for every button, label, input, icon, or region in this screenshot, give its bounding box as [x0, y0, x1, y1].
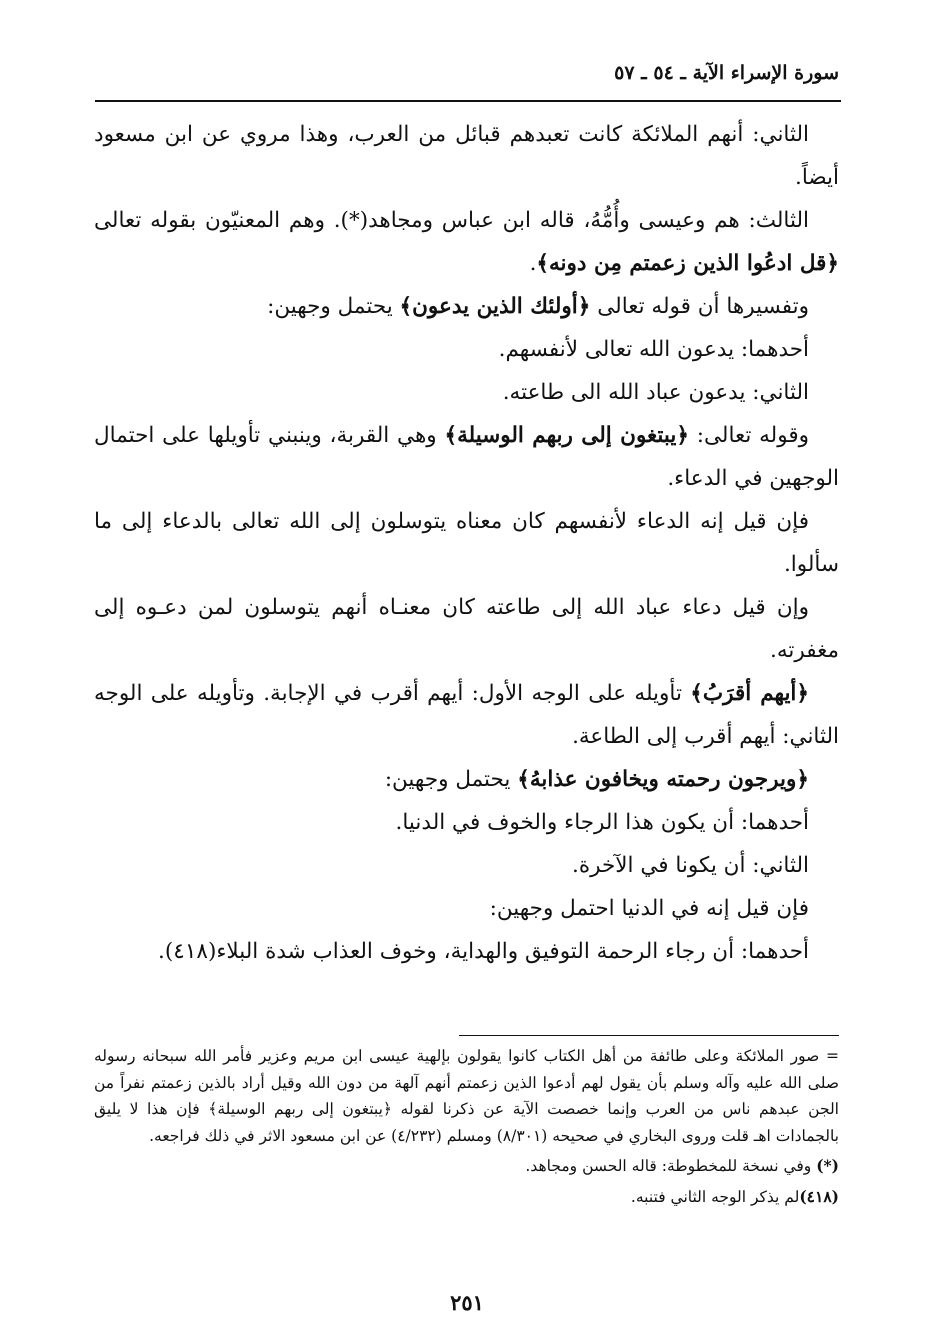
footnotes	[94, 1043, 839, 1210]
paragraph-text: وهي القربة، وينبني تأويلها على احتمال الوجهين في الدعاء.	[94, 423, 839, 491]
paragraph-text: يحتمل وجهين:	[267, 294, 400, 319]
paragraph	[94, 672, 839, 758]
quran-quote: ﴿أيهم أقرَبُ﴾	[690, 681, 809, 706]
footnote-418	[94, 1184, 839, 1211]
paragraph: فإن قيل إنه الدعاء لأنفسهم كان معناه يتوسلون إلى الله تعالى بالدعاء إلى ما سألوا.	[94, 509, 839, 577]
paragraph: فإن قيل إنه في الدنيا احتمل وجهين:	[489, 896, 809, 921]
footnote-text: لم يذكر الوجه الثاني فتنبه.	[630, 1187, 800, 1206]
paragraph: وإن قيل دعاء عباد الله إلى طاعته كان معنـاه أنهم يتوسلون لمن دعـوه إلى مغفرته.	[94, 595, 839, 663]
running-header-title: سورة الإسراء الآية ـ ٥٤ ـ ٥٧	[614, 62, 839, 84]
paragraph-text: الثالث: هم وعيسى وأُمُّهُ، قاله ابن عباس ومجاهد(*). وهم المعنيّون بقوله تعالى	[94, 208, 809, 233]
quran-quote: ﴿قل ادعُوا الذين زعمتم مِن دونه﴾	[536, 251, 839, 276]
footnote-marker: (*)	[816, 1156, 839, 1175]
footnote-continuation: = صور الملائكة وعلى طائفة من أهل الكتاب كانوا يقولون بإلهية عيسى ابن مريم وعزير فأمر الله سبحانه رسوله صلى الله عليه وآله وسلم بأن يقول لهم أدعوا الذين زعمتم أنهم آلهة من دون الله وقيل أراد بالذين زعمتم نفراً من الجن عبدهم ناس من العرب وإنما خصصت الآية عن ذكرنا لقوله ﴿يبتغون إلى ربهم الوسيلة﴾ فإن هذا لا يليق بالجمادات اهـ قلت وروى البخاري في صحيحه (٨/٣٠١) ومسلم (٤/٢٣٢) عن ابن مسعود الاثر في ذلك فراجعه.	[94, 1047, 839, 1145]
paragraph-text: وقوله تعالى:	[688, 423, 810, 448]
paragraph: أحدهما: يدعون الله تعالى لأنفسهم.	[498, 337, 809, 362]
paragraph	[94, 758, 839, 801]
paragraph-text: يحتمل وجهين:	[384, 767, 518, 792]
header-rule	[95, 100, 841, 102]
paragraph-text: .	[529, 251, 537, 276]
footnote-marker: (٤١٨)	[799, 1186, 839, 1206]
paragraph	[94, 414, 839, 500]
paragraph: أحدهما: أن رجاء الرحمة التوفيق والهداية، وخوف العذاب شدة البلاء(٤١٨).	[158, 939, 809, 964]
paragraph	[94, 199, 839, 285]
paragraph: الثاني: يدعون عباد الله الى طاعته.	[502, 380, 809, 405]
paragraph-text: تأويله على الوجه الأول: أيهم أقرب في الإجابة. وتأويله على الوجه الثاني: أيهم أقرب إلى الطاعة.	[94, 681, 839, 749]
paragraph: الثاني: أنهم الملائكة كانت تعبدهم قبائل من العرب، وهذا مروي عن ابن مسعود أيضاً.	[94, 122, 839, 190]
footnote-text: وفي نسخة للمخطوطة: قاله الحسن ومجاهد.	[525, 1157, 817, 1175]
quran-quote: ﴿أولئك الذين يدعون﴾	[399, 294, 591, 319]
footnote-star	[94, 1153, 839, 1180]
quran-quote: ﴿يبتغون إلى ربهم الوسيلة﴾	[444, 423, 689, 448]
quran-quote: ﴿ويرجون رحمته ويخافون عذابهُ﴾	[517, 767, 809, 792]
main-text	[94, 113, 839, 973]
paragraph: أحدهما: أن يكون هذا الرجاء والخوف في الدنيا.	[395, 810, 809, 835]
paragraph: الثاني: أن يكونا في الآخرة.	[572, 853, 809, 878]
page-number: ٢٥١	[450, 1290, 484, 1315]
footnote-separator	[459, 1035, 839, 1036]
paragraph-text: وتفسيرها أن قوله تعالى	[590, 294, 809, 319]
paragraph	[94, 285, 839, 328]
